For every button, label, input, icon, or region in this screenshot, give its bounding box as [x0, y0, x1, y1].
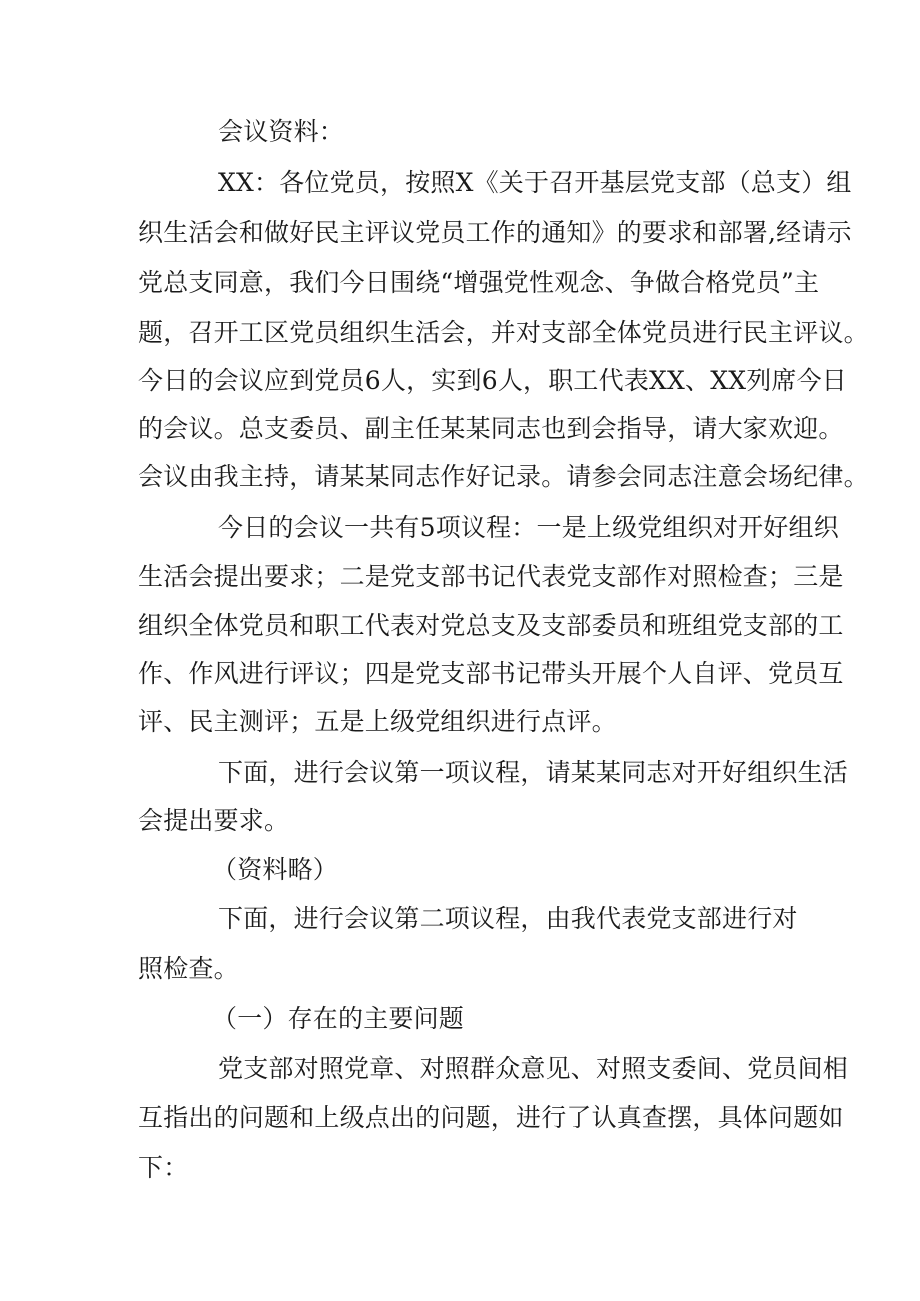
paragraph-line: 下： — [138, 1153, 189, 1182]
paragraph-line: 互指出的问题和上级点出的问题，进行了认真查摆，具体问题如 — [138, 1103, 844, 1132]
paragraph-line: 评、民主测评；五是上级党组织进行点评。 — [138, 707, 617, 736]
section-heading: （一）存在的主要问题 — [212, 1004, 465, 1033]
paragraph-line: 组织全体党员和职工代表对党总支及支部委员和班组党支部的工 — [138, 611, 844, 640]
paragraph-line: 会议由我主持，请某某同志作好记录。请参会同志注意会场纪律。 — [138, 462, 869, 491]
paragraph-line: 的会议。总支委员、副主任某某同志也到会指导，请大家欢迎。 — [138, 414, 844, 443]
paragraph-line: 题，召开工区党员组织生活会，并对支部全体党员进行民主评议。 — [138, 318, 869, 347]
paragraph-line: 照检查。 — [138, 954, 239, 983]
paragraph-line: 作、作风进行评议；四是党支部书记带头开展个人自评、党员互 — [138, 659, 844, 688]
paragraph-line: 织生活会和做好民主评议党员工作的通知》的要求和部署,经请示 — [138, 218, 852, 247]
paragraph-line: 今日的会议应到党员6人，实到6人，职工代表XX、XX列席今日 — [138, 366, 848, 395]
paragraph-line: 今日的会议一共有5项议程：一是上级党组织对开好组织 — [218, 513, 839, 542]
paragraph-line: 下面，进行会议第一项议程，请某某同志对开好组织生活 — [218, 758, 849, 787]
paragraph-line: 下面，进行会议第二项议程，由我代表党支部进行对 — [218, 904, 798, 933]
material-heading: 会议资料： — [218, 117, 345, 146]
paragraph-line: 党总支同意，我们今日围绕“增强党性观念、争做合格党员”主 — [138, 268, 820, 297]
paragraph-line: 会提出要求。 — [138, 806, 290, 835]
material-omitted-note: （资料略） — [212, 855, 339, 884]
paragraph-line: XX：各位党员，按照X《关于召开基层党支部（总支）组 — [218, 168, 852, 197]
paragraph-line: 生活会提出要求；二是党支部书记代表党支部作对照检查；三是 — [138, 562, 844, 591]
paragraph-line: 党支部对照党章、对照群众意见、对照支委间、党员间相 — [218, 1054, 849, 1083]
